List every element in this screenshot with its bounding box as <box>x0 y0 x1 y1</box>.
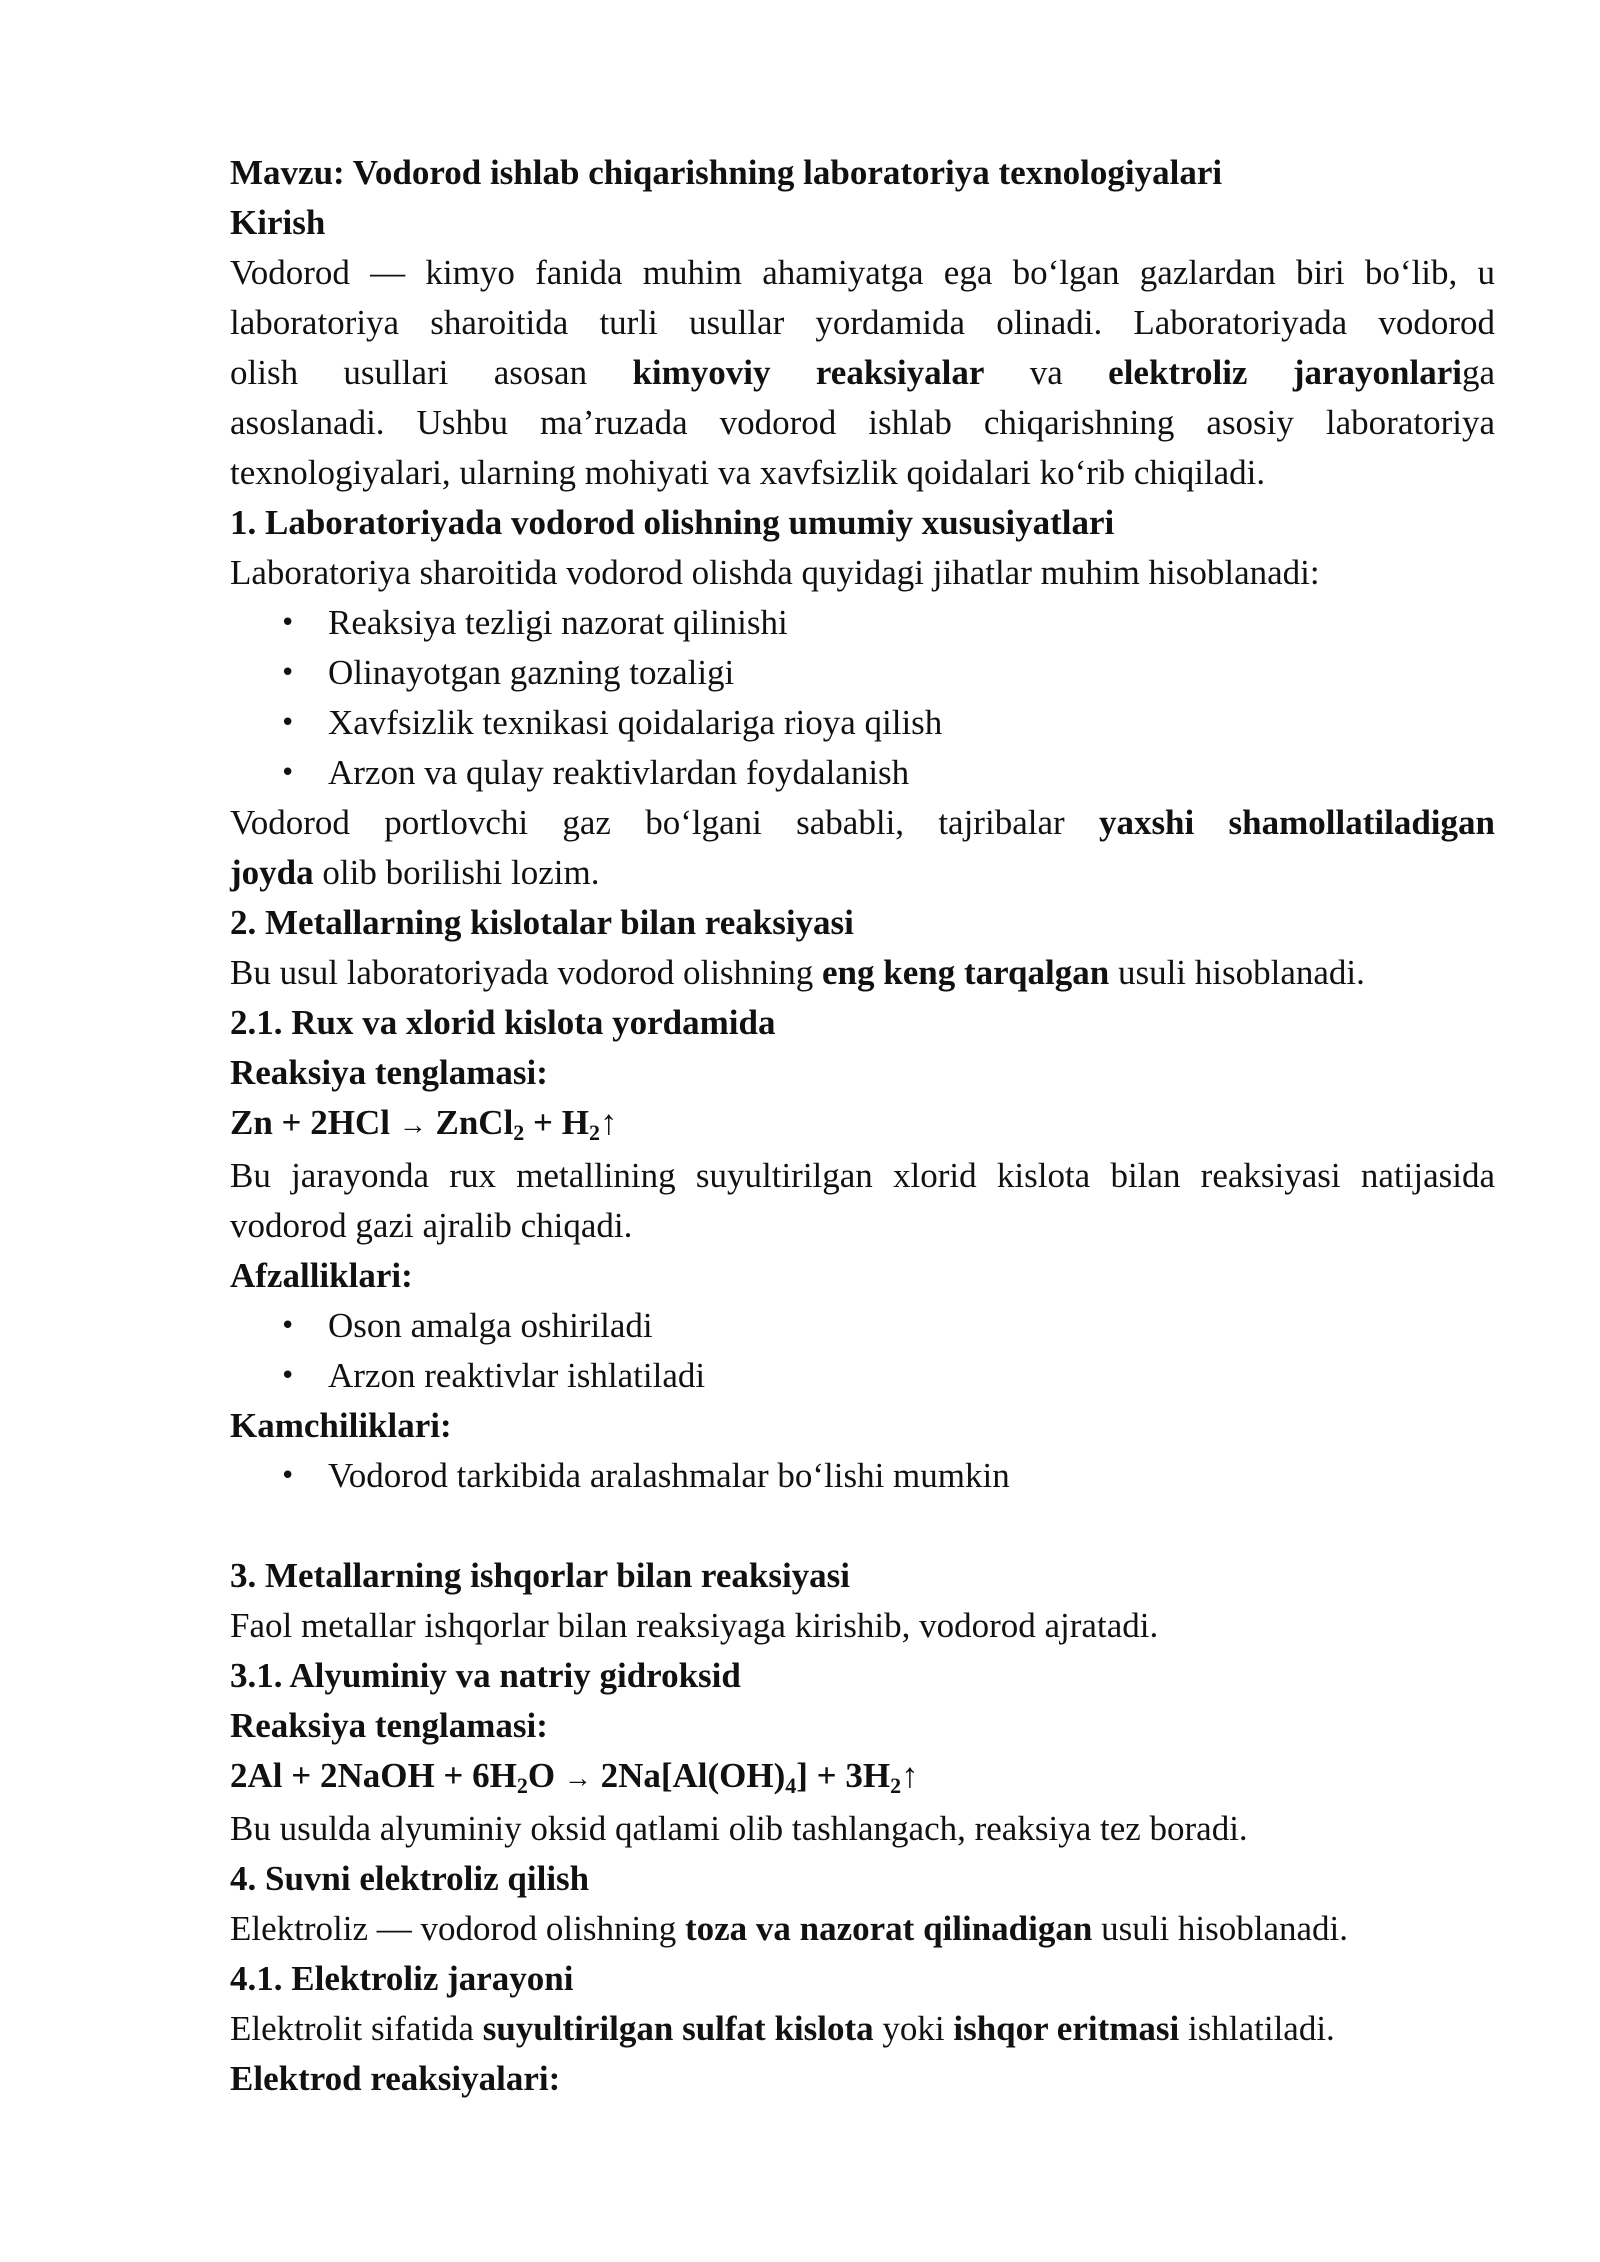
bold-term: suyultirilgan sulfat kislota <box>482 2009 874 2048</box>
list-item: • Xavfsizlik texnikasi qoidalariga rioya qilish <box>230 698 1495 748</box>
intro-paragraph-line: asoslanadi. Ushbu ma’ruzada vodorod ishlab chiqarishning asosiy laboratoriya <box>230 403 1495 442</box>
subscript: 2 <box>513 1120 525 1145</box>
text-span: va <box>1029 353 1063 392</box>
section-2-intro <box>230 948 1495 998</box>
bold-term: toza va nazorat qilinadigan <box>684 1909 1093 1948</box>
intro-paragraph-line: Vodorod — kimyo fanida muhim ahamiyatga ega bo‘lgan gazlardan biri bo‘lib, u <box>230 253 1495 292</box>
section-heading-1: 1. Laboratoriyada vodorod olishning umumiy xususiyatlari <box>230 503 1115 542</box>
text-span: usuli hisoblanadi. <box>1117 953 1365 992</box>
equation-part: 2Al + 2NaOH + 6H <box>230 1756 517 1795</box>
reaction-arrow: → <box>398 1110 427 1141</box>
text-span: usuli hisoblanadi. <box>1101 1909 1349 1948</box>
equation-label: Reaksiya tenglamasi: <box>230 1706 548 1745</box>
list-item: • Vodorod tarkibida aralashmalar bo‘lishi mumkin <box>230 1451 1495 1501</box>
document-page <box>230 148 1495 2104</box>
reaction-equation <box>230 1098 1495 1151</box>
subsection-heading-2-1: 2.1. Rux va xlorid kislota yordamida <box>230 1003 776 1042</box>
subsection-heading-3-1: 3.1. Alyuminiy va natriy gidroksid <box>230 1656 741 1695</box>
bold-term: ishqor eritmasi <box>953 2009 1180 2048</box>
blank-line <box>230 1501 1495 1551</box>
bold-term: elektroliz jarayonlari <box>1108 353 1462 392</box>
equation-part: ] + 3H <box>796 1756 891 1795</box>
section-3-desc: Bu usulda alyuminiy oksid qatlami olib tashlangach, reaksiya tez boradi. <box>230 1809 1248 1848</box>
equation-part: Zn + 2HCl <box>230 1103 390 1142</box>
bold-term: joyda <box>230 853 314 892</box>
subscript: 4 <box>785 1773 797 1798</box>
list-item: • Reaksiya tezligi nazorat qilinishi <box>230 598 1495 648</box>
bold-term: yaxshi shamollatiladigan <box>1098 803 1495 842</box>
disadvantages-list <box>230 1451 1495 1501</box>
text-span: Elektrolit sifatida <box>230 2009 474 2048</box>
section-heading-2: 2. Metallarning kislotalar bilan reaksiyasi <box>230 903 854 942</box>
advantages-list <box>230 1301 1495 1401</box>
list-item: • Arzon va qulay reaktivlardan foydalanish <box>230 748 1495 798</box>
subsection-heading-4-1: 4.1. Elektroliz jarayoni <box>230 1959 574 1998</box>
reaction-arrow: → <box>563 1763 592 1794</box>
subscript: 2 <box>890 1773 902 1798</box>
section-1-note-line <box>230 798 1495 848</box>
bold-term: eng keng tarqalgan <box>822 953 1110 992</box>
bold-term: kimyoviy reaksiyalar <box>632 353 985 392</box>
gas-arrow: ↑ <box>599 1103 618 1142</box>
equation-part: O <box>527 1756 556 1795</box>
section-1-bullet-list <box>230 598 1495 798</box>
section-4-intro <box>230 1904 1495 1954</box>
equation-part: ZnCl <box>435 1103 514 1142</box>
subscript: 2 <box>588 1120 600 1145</box>
equation-part: 2Na[Al(OH) <box>600 1756 786 1795</box>
intro-paragraph-line: texnologiyalari, ularning mohiyati va xavfsizlik qoidalari ko‘rib chiqiladi. <box>230 453 1266 492</box>
section-1-intro: Laboratoriya sharoitida vodorod olishda quyidagi jihatlar muhim hisoblanadi: <box>230 553 1320 592</box>
section-3-intro: Faol metallar ishqorlar bilan reaksiyaga kirishib, vodorod ajratadi. <box>230 1606 1159 1645</box>
advantages-label: Afzalliklari: <box>230 1256 413 1295</box>
text-span: Bu usul laboratoriyada vodorod olishning <box>230 953 814 992</box>
intro-paragraph-line: laboratoriya sharoitida turli usullar yordamida olinadi. Laboratoriyada vodorod <box>230 303 1495 342</box>
list-item: • Olinayotgan gazning tozaligi <box>230 648 1495 698</box>
electrolyte-line <box>230 2004 1495 2054</box>
equation-label: Reaksiya tenglamasi: <box>230 1053 548 1092</box>
section-2-desc-line: vodorod gazi ajralib chiqadi. <box>230 1206 633 1245</box>
section-heading-3: 3. Metallarning ishqorlar bilan reaksiyasi <box>230 1556 851 1595</box>
section-2-desc-line: Bu jarayonda rux metallining suyultirilgan xlorid kislota bilan reaksiyasi natijasida <box>230 1156 1495 1195</box>
list-item: • Arzon reaktivlar ishlatiladi <box>230 1351 1495 1401</box>
text-span: ga <box>1461 353 1495 392</box>
subscript: 2 <box>516 1773 528 1798</box>
section-heading-kirish: Kirish <box>230 203 326 242</box>
gas-arrow: ↑ <box>901 1756 919 1795</box>
text-span: yoki <box>882 2009 945 2048</box>
text-span: olib borilishi lozim. <box>322 853 600 892</box>
intro-paragraph-line <box>230 348 1495 398</box>
reaction-equation <box>230 1751 1495 1804</box>
section-1-note-line <box>230 848 1495 898</box>
text-span: ishlatiladi. <box>1188 2009 1335 2048</box>
document-title: Mavzu: Vodorod ishlab chiqarishning laboratoriya texnologiyalari <box>230 153 1223 192</box>
section-heading-4: 4. Suvni elektroliz qilish <box>230 1859 590 1898</box>
disadvantages-label: Kamchiliklari: <box>230 1406 452 1445</box>
text-span: olish usullari asosan <box>230 353 588 392</box>
text-span: Elektroliz — vodorod olishning <box>230 1909 677 1948</box>
electrode-reactions-label: Elektrod reaksiyalari: <box>230 2059 561 2098</box>
equation-part: + H <box>524 1103 589 1142</box>
list-item: • Oson amalga oshiriladi <box>230 1301 1495 1351</box>
text-span: Vodorod portlovchi gaz bo‘lgani sababli, tajribalar <box>230 803 1065 842</box>
